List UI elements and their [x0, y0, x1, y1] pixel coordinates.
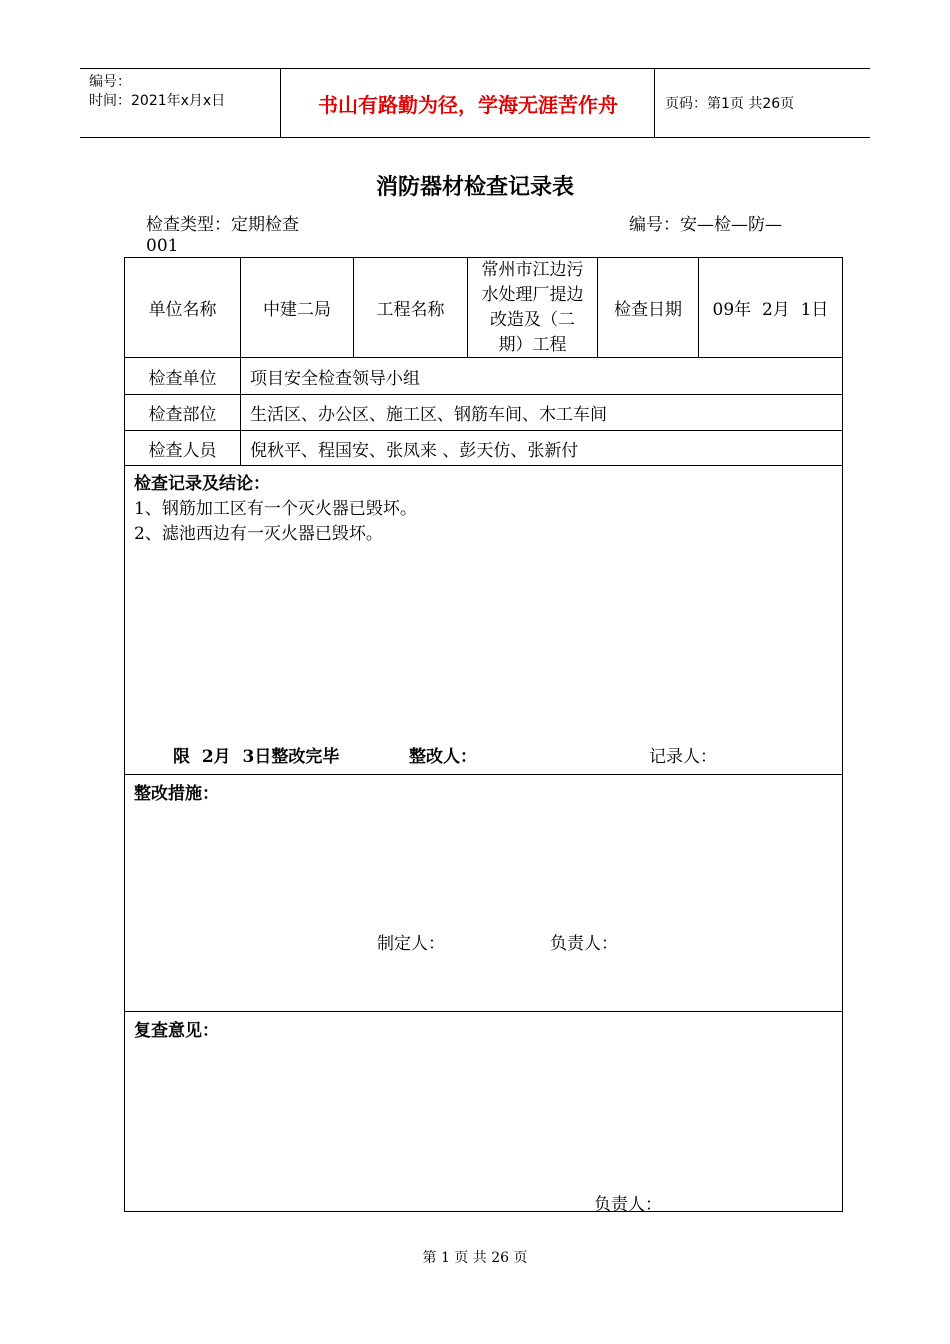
rectifier-label: 整改人： — [409, 747, 477, 767]
header-page-info: 页码：第1页 共26页 — [665, 96, 795, 112]
review-responsible-label: 负责人： — [594, 1195, 662, 1215]
project-label: 工程名称 — [376, 300, 445, 320]
row-divider — [125, 1011, 842, 1012]
record-item: 1、钢筋加工区有一个灭火器已毁坏。 — [134, 499, 417, 519]
document-title: 消防器材检查记录表 — [375, 174, 574, 200]
dept-label: 检查单位 — [148, 368, 217, 389]
staff-value: 倪秋平、程国安、张凤来 、彭天仿、张新付 — [250, 440, 579, 461]
project-value-line: 改造及（二 — [490, 309, 575, 330]
page-footer: 第 1 页 共 26 页 — [422, 1250, 528, 1266]
document-serial-tail: 001 — [146, 236, 179, 256]
document-header — [80, 68, 870, 138]
unit-value: 中建二局 — [263, 300, 331, 320]
project-value-line: 期）工程 — [498, 334, 567, 355]
record-heading: 检查记录及结论： — [134, 474, 270, 494]
dept-value: 项目安全检查领导小组 — [250, 368, 420, 389]
project-value — [468, 258, 597, 357]
date-value: 09年 2月 1日 — [712, 300, 829, 320]
rectify-deadline: 限 2月 3日整改完毕 — [173, 747, 340, 767]
header-time-label: 时间：2021年x月x日 — [89, 93, 226, 109]
document-serial: 编号：安—检—防— — [629, 215, 782, 235]
maker-label: 制定人： — [377, 934, 445, 954]
unit-label: 单位名称 — [148, 300, 217, 320]
record-item: 2、滤池西边有一灭火器已毁坏。 — [134, 524, 383, 544]
date-label: 检查日期 — [614, 300, 682, 320]
row-divider — [125, 465, 842, 466]
area-value: 生活区、办公区、施工区、钢筋车间、木工车间 — [250, 405, 607, 425]
measures-responsible-label: 负责人： — [550, 934, 618, 954]
inspection-table — [124, 257, 843, 1215]
header-motto: 书山有路勤为径，学海无涯苦作舟 — [282, 69, 655, 137]
project-value-line: 常州市江边污 — [481, 259, 584, 280]
staff-label: 检查人员 — [148, 440, 217, 461]
recorder-label: 记录人： — [649, 747, 717, 767]
header-number-label: 编号： — [89, 74, 131, 90]
review-heading: 复查意见： — [134, 1021, 219, 1041]
project-value-line: 水处理厂提边 — [481, 284, 584, 305]
area-label: 检查部位 — [148, 405, 217, 425]
row-divider — [125, 774, 842, 775]
measures-heading: 整改措施： — [134, 784, 219, 804]
check-type: 检查类型：定期检查 — [146, 215, 299, 235]
header-meta — [80, 69, 281, 137]
